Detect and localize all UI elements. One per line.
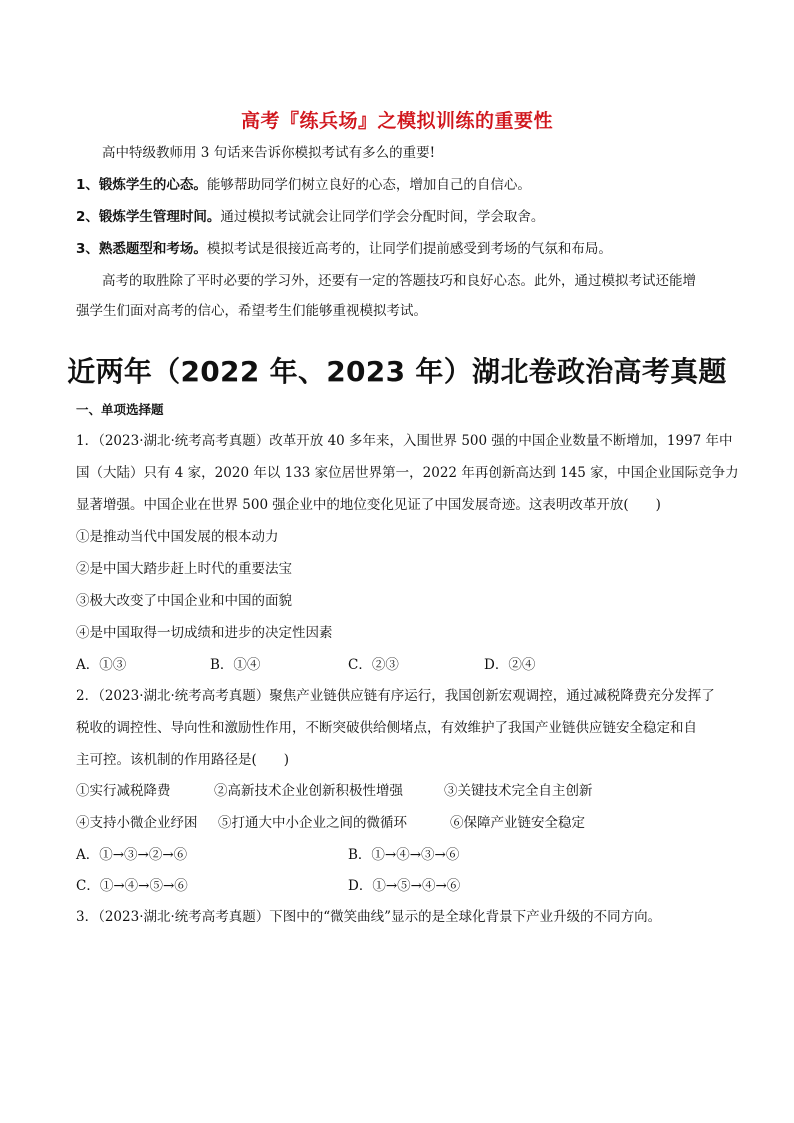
q1-line-3: 显著增强。中国企业在世界 500 强企业中的地位变化见证了中国发展奇迹。这表明改革开放( ) — [76, 497, 661, 513]
intro-point-1 — [76, 176, 726, 194]
q2-option-d: D．①→⑤→④→⑥ — [348, 878, 461, 894]
q2-statement-3: ③关键技术完全自主创新 — [444, 783, 593, 799]
section-heading: 一、单项选择题 — [76, 402, 164, 417]
q1-statement-3: ③极大改变了中国企业和中国的面貌 — [76, 593, 292, 609]
q3-line-1: 3．（2023·湖北·统考高考真题）下图中的“微笑曲线”显示的是全球化背景下产业升级的不同方向。 — [76, 909, 662, 925]
point-key: 2、锻炼学生管理时间。 — [76, 209, 221, 225]
intro-point-3 — [76, 240, 726, 258]
q2-statement-5: ⑤打通大中小企业之间的微循环 — [218, 815, 407, 831]
q2-statement-4: ④支持小微企业纾困 — [76, 815, 198, 831]
point-text: 能够帮助同学们树立良好的心态，增加自己的自信心。 — [206, 177, 531, 193]
intro-closing-line-1: 高考的取胜除了平时必要的学习外，还要有一定的答题技巧和良好心态。此外，通过模拟考试还能增 — [102, 273, 696, 289]
q2-statement-2: ②高新技术企业创新积极性增强 — [214, 783, 403, 799]
q1-option-c: C．②③ — [348, 657, 399, 673]
q2-line-3: 主可控。该机制的作用路径是( ) — [76, 752, 290, 768]
intro-lead: 高中特级教师用 3 句话来告诉你模拟考试有多么的重要! — [102, 145, 436, 161]
q1-statement-1: ①是推动当代中国发展的根本动力 — [76, 529, 279, 545]
q2-statement-1: ①实行减税降费 — [76, 783, 171, 799]
q2-line-2: 税收的调控性、导向性和激励性作用，不断突破供给侧堵点，有效维护了我国产业链供应链安全稳定和自 — [76, 720, 697, 736]
q1-statement-4: ④是中国取得一切成绩和进步的决定性因素 — [76, 625, 333, 641]
q1-line-1: 1．（2023·湖北·统考高考真题）改革开放 40 多年来，入围世界 500 强的中国企业数量不断增加，1997 年中 — [76, 433, 733, 449]
intro-title: 高考『练兵场』之模拟训练的重要性 — [240, 110, 553, 132]
q1-option-a: A．①③ — [76, 657, 127, 673]
intro-closing-line-2: 强学生们面对高考的信心，希望考生们能够重视模拟考试。 — [76, 303, 427, 319]
point-text: 模拟考试是很接近高考的，让同学们提前感受到考场的气氛和布局。 — [206, 241, 612, 257]
main-title: 近两年（2022 年、2023 年）湖北卷政治高考真题 — [67, 355, 727, 388]
q1-option-b: B．①④ — [210, 657, 261, 673]
q2-statement-6: ⑥保障产业链安全稳定 — [450, 815, 585, 831]
intro-point-2 — [76, 208, 726, 226]
q2-option-c: C．①→④→⑤→⑥ — [76, 878, 188, 894]
q1-option-d: D．②④ — [484, 657, 536, 673]
q2-line-1: 2．（2023·湖北·统考高考真题）聚焦产业链供应链有序运行，我国创新宏观调控，通过减税降费充分发挥了 — [76, 688, 715, 704]
point-key: 1、锻炼学生的心态。 — [76, 177, 207, 193]
point-key: 3、熟悉题型和考场。 — [76, 241, 207, 257]
q1-statement-2: ②是中国大踏步赶上时代的重要法宝 — [76, 561, 292, 577]
q1-line-2: 国（大陆）只有 4 家，2020 年以 133 家位居世界第一，2022 年再创新高达到 145 家，中国企业国际竞争力 — [76, 465, 739, 481]
q2-option-a: A．①→③→②→⑥ — [76, 847, 188, 863]
point-text: 通过模拟考试就会让同学们学会分配时间，学会取舍。 — [220, 209, 545, 225]
q2-option-b: B．①→④→③→⑥ — [348, 847, 460, 863]
